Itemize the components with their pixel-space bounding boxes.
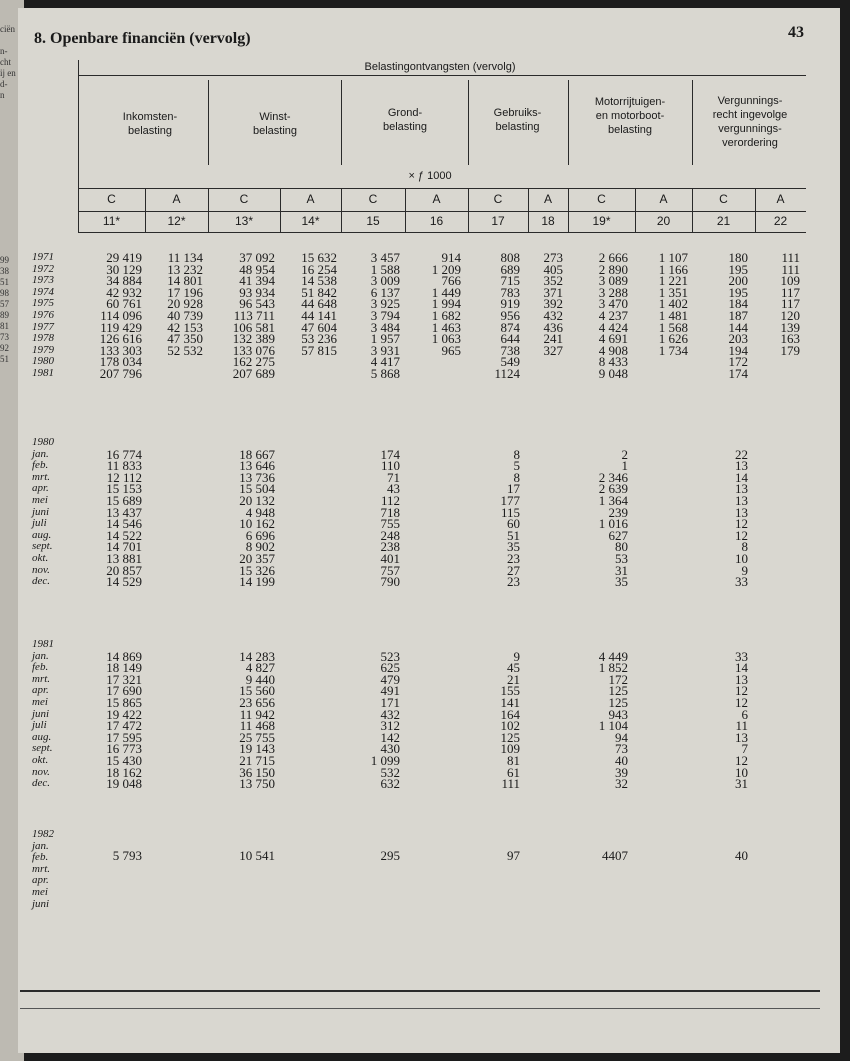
data-column: 29 419 30 129 34 884 42 932 60 761 114 096 119 429 126 616 133 303 178 034 207 796 [99,250,142,381]
data-column: 15 632 16 254 14 538 51 842 44 648 44 141 47 604 53 236 57 815 [301,250,337,358]
strip-text: d- [0,79,8,89]
section-title: 8. Openbare financiën (vervolg) [34,30,251,47]
data-column: 273 405 352 371 392 432 436 241 327 [543,250,563,358]
strip-text: 98 [0,288,9,298]
group-divider [568,80,569,165]
column-number: 11* [102,214,121,228]
ca-label: A [172,192,181,206]
group-divider [208,80,209,165]
ca-label: C [239,192,249,206]
data-cell: 40 [735,848,748,863]
data-column: 2 666 2 890 3 089 3 288 3 470 4 237 4 424 4 691 4 908 8 433 9 048 [598,250,628,381]
table-left-border [78,60,79,232]
strip-text: 57 [0,299,9,309]
header-rule [78,211,806,212]
column-number: 15 [366,214,380,228]
ca-label: C [597,192,606,206]
column-number: 14* [301,214,320,228]
column-number: 20 [656,214,671,228]
data-column: 174 110 71 43 112 718 755 248 238 401 757 790 [380,446,400,590]
strip-text: 51 [0,277,9,287]
data-cell: 4407 [602,848,628,863]
bottom-rule [20,1008,820,1009]
data-column: 18 667 13 646 13 736 15 504 20 132 4 948 10 162 6 696 8 902 20 357 15 326 14 199 [239,446,275,590]
data-column: 33 14 13 12 12 6 11 13 7 12 10 31 [735,648,748,792]
ca-label: C [493,192,503,206]
strip-text: n [0,90,5,100]
data-column: 111 111 109 117 117 120 139 163 179 [780,250,800,358]
ca-label: C [368,192,378,206]
strip-text: 81 [0,321,9,331]
column-number: 21 [716,214,731,228]
data-column: 2 1 2 346 2 639 1 364 239 1 016 627 80 53 31 35 [598,446,628,590]
group-header-grondbelasting: Grond- belasting [382,107,428,133]
data-column: 14 869 18 149 17 321 17 690 15 865 19 422 17 472 17 595 16 773 15 430 18 162 19 048 [106,648,142,792]
unit-label: × ƒ 1000 [408,170,452,182]
data-cell: 97 [507,848,520,863]
ca-label: C [107,192,116,206]
page-number: 43 [788,24,804,41]
group-header-gebruiksbelasting: Gebruiks- belasting [493,107,542,133]
data-cell: 5 793 [112,848,142,863]
strip-text: ij en [0,68,16,78]
data-column: 914 1 209 766 1 449 1 994 1 682 1 463 1 063 965 [431,250,461,358]
ca-label: A [659,192,668,206]
data-cell: 10 541 [239,848,275,863]
strip-text: 51 [0,354,9,364]
strip-text: n- [0,46,8,56]
super-header: Belastingontvangsten (vervolg) [364,61,516,73]
data-column: 8 5 8 17 177 115 60 51 35 23 27 23 [500,446,520,590]
strip-text: 99 [0,255,9,265]
column-number: 19* [592,214,611,228]
data-column: 808 689 715 783 919 956 874 644 738 549 1124 [494,250,520,381]
data-column: 4 449 1 852 172 125 125 943 1 104 94 73 40 39 32 [598,648,628,792]
ca-label: A [306,192,315,206]
row-labels: 1971 1972 1973 1974 1975 1976 1977 1978 1979 1980 1981 [32,251,54,379]
strip-text: cht [0,57,11,67]
data-column: 9 45 21 155 141 164 102 125 109 81 61 111 [500,648,520,792]
row-labels: 1980 jan. feb. mrt. apr. mei juni juli aug. sept. okt. nov. dec. [32,436,54,588]
column-number: 12* [167,214,186,228]
column-number: 13* [234,214,254,228]
data-cell: 295 [380,848,400,863]
data-column: 523 625 479 491 171 432 312 142 430 1 099 532 632 [370,648,400,792]
group-header-inkomstenbelasting: Inkomsten- belasting [122,111,178,137]
group-header-winstbelasting: Winst- belasting [252,111,298,137]
column-number: 22 [773,214,788,228]
data-column: 3 457 1 588 3 009 6 137 3 925 3 794 3 484 1 957 3 931 4 417 5 868 [370,250,400,381]
data-column: 1 107 1 166 1 221 1 351 1 402 1 481 1 568 1 626 1 734 [658,250,688,358]
group-divider [341,80,342,165]
header-rule [78,232,806,233]
ca-label: A [776,192,785,206]
column-number: 16 [429,214,444,228]
group-divider [692,80,693,165]
data-column: 37 092 48 954 41 394 93 934 96 543 113 711 106 581 132 389 133 076 162 275 207 689 [232,250,275,381]
strip-text: 38 [0,266,9,276]
bottom-rule [20,990,820,992]
row-labels: 1982 jan. feb. mrt. apr. mei juni [32,828,54,910]
group-header-vergunningsrecht: Vergunnings- recht ingevolge vergunnings- verordering [712,95,788,149]
strip-text: 92 [0,343,9,353]
ca-label: A [432,192,441,206]
column-number: 17 [491,214,505,228]
strip-text: 89 [0,310,9,320]
ca-label: C [719,192,728,206]
header-rule [78,75,806,76]
row-labels: 1981 jan. feb. mrt. apr. mei juni juli aug. sept. okt. nov. dec. [32,638,54,790]
group-header-motorrijtuigenbelasting: Motorrijtuigen- en motorboot- belasting [594,96,666,136]
header-rule [78,188,806,189]
ca-label: A [543,192,552,206]
data-column: 16 774 11 833 12 112 15 153 15 689 13 437 14 546 14 522 14 701 13 881 20 857 14 529 [106,446,142,590]
data-column: 180 195 200 195 184 187 144 203 194 172 174 [728,250,748,381]
strip-text: 73 [0,332,9,342]
data-column: 14 283 4 827 9 440 15 560 23 656 11 942 11 468 25 755 19 143 21 715 36 150 13 750 [239,648,275,792]
strip-text: ciën [0,24,15,34]
data-column: 22 13 14 13 13 13 12 12 8 10 9 33 [735,446,748,590]
column-number: 18 [541,214,555,228]
group-divider [468,80,469,165]
data-column: 11 134 13 232 14 801 17 196 20 928 40 739 42 153 47 350 52 532 [167,250,203,358]
